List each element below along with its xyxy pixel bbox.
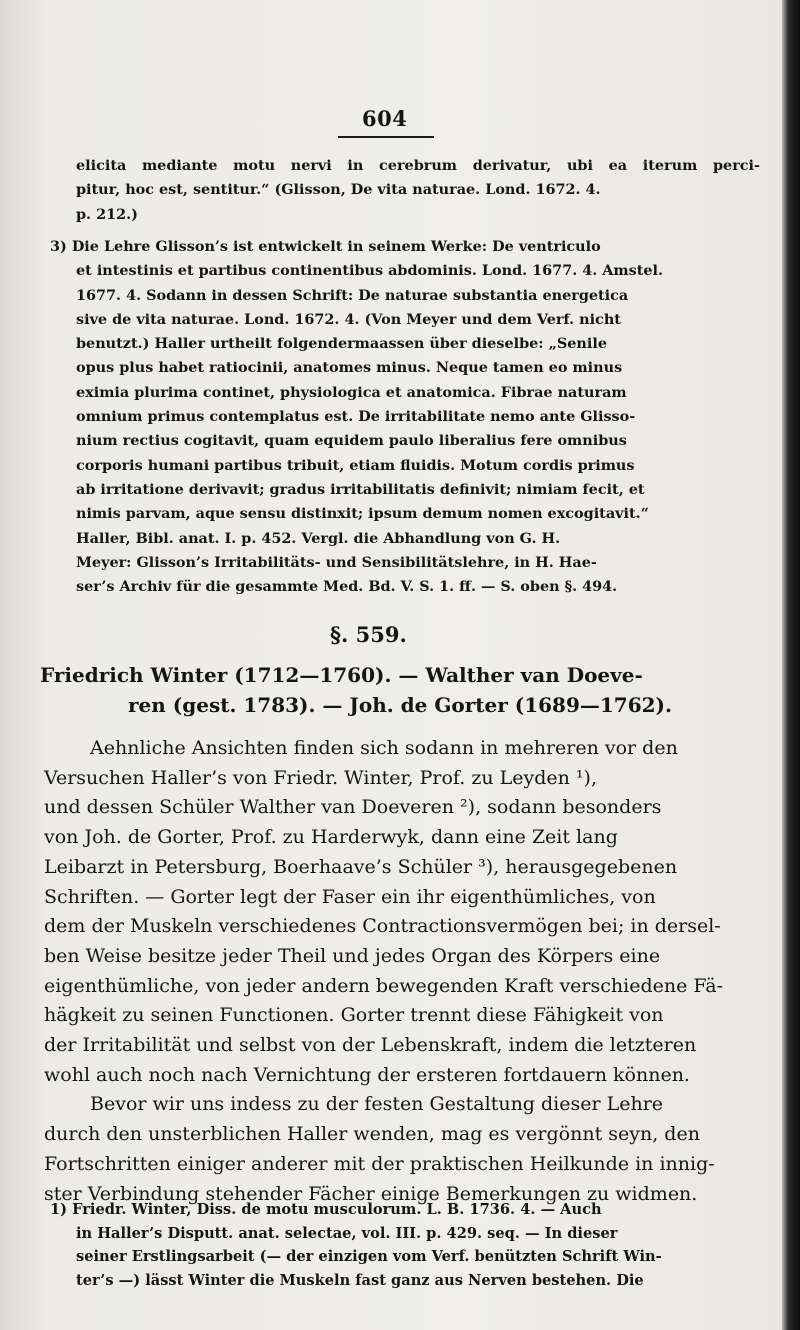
body-line: Schriften. — Gorter legt der Faser ein ihr eigenthümliches, von: [44, 885, 656, 908]
body-line: durch den unsterblichen Haller wenden, mag es vergönnt seyn, den: [44, 1123, 700, 1146]
body-line: Fortschritten einiger anderer mit der praktischen Heilkunde in innig-: [44, 1152, 715, 1175]
note-line: Meyer: Glisson’s Irritabilitäts- und Sensibilitätslehre, in H. Hae-: [76, 553, 597, 571]
note-line: 3) Die Lehre Glisson’s ist entwickelt in seinem Werke: De ventriculo: [50, 238, 601, 255]
body-paragraphs: [44, 734, 768, 1209]
note-line: p. 212.): [76, 205, 138, 223]
body-line: wohl auch noch nach Vernichtung der ersteren fortdauern können.: [44, 1063, 690, 1086]
body-line: Versuchen Haller’s von Friedr. Winter, Prof. zu Leyden ¹),: [44, 766, 598, 789]
note-line: ser’s Archiv für die gesammte Med. Bd. V. S. 1. ff. — S. oben §. 494.: [76, 578, 618, 596]
note-line: omnium primus contemplatus est. De irritabilitate nemo ante Glisso-: [76, 408, 636, 426]
note-line: Haller, Bibl. anat. I. p. 452. Vergl. die Abhandlung von G. H.: [76, 529, 561, 547]
footnote-line: in Haller’s Disputt. anat. selectae, vol. III. p. 429. seq. — In dieser: [76, 1224, 618, 1242]
body-line: von Joh. de Gorter, Prof. zu Harderwyk, dann eine Zeit lang: [44, 826, 618, 849]
body-line: eigenthümliche, von jeder andern bewegenden Kraft verschiedene Fä-: [44, 974, 724, 997]
body-line: ben Weise besitze jeder Theil und jedes Organ des Körpers eine: [44, 944, 661, 967]
page-number: 604: [362, 106, 408, 131]
note-line: elicita mediante motu nervi in cerebrum derivatur, ubi ea iterum perci-: [76, 157, 760, 174]
section-number: §. 559.: [330, 622, 407, 647]
body-line: hägkeit zu seinen Functionen. Gorter trennt diese Fähigkeit von: [44, 1004, 664, 1027]
section-heading-line-2: ren (gest. 1783). — Joh. de Gorter (1689—1762).: [128, 693, 672, 717]
body-line: ster Verbindung stehender Fächer einige Bemerkungen zu widmen.: [44, 1182, 698, 1205]
note-line: pitur, hoc est, sentitur.“ (Glisson, De vita naturae. Lond. 1672. 4.: [76, 181, 601, 199]
page-edge: [782, 0, 800, 1330]
body-line: der Irritabilität und selbst von der Lebenskraft, indem die letzteren: [44, 1034, 697, 1057]
continued-footnote: [50, 154, 760, 227]
note-line: ab irritatione derivavit; gradus irritabilitatis definivit; nimiam fecit, et: [76, 480, 645, 498]
note-line: corporis humani partibus tribuit, etiam fluidis. Motum cordis primus: [76, 456, 635, 474]
note-line: 1677. 4. Sodann in dessen Schrift: De naturae substantia energetica: [76, 286, 629, 304]
footnote-1: [50, 1198, 760, 1292]
body-line: Aehnliche Ansichten finden sich sodann in mehreren vor den: [90, 737, 678, 759]
note-line: opus plus habet ratiocinii, anatomes minus. Neque tamen eo minus: [76, 359, 623, 377]
note-line: benutzt.) Haller urtheilt folgendermaassen über dieselbe: „Senile: [76, 335, 607, 353]
body-line: dem der Muskeln verschiedenes Contractionsvermögen bei; in dersel-: [44, 915, 721, 938]
header-rule: [338, 136, 434, 138]
note-line: et intestinis et partibus continentibus abdominis. Lond. 1677. 4. Amstel.: [76, 262, 664, 280]
note-line: sive de vita naturae. Lond. 1672. 4. (Von Meyer und dem Verf. nicht: [76, 310, 621, 328]
note-line: nium rectius cogitavit, quam equidem paulo liberalius fere omnibus: [76, 432, 627, 450]
footnote-3: [50, 235, 760, 599]
section-heading-line-1: Friedrich Winter (1712—1760). — Walther van Doeve-: [40, 663, 643, 687]
body-line: Bevor wir uns indess zu der festen Gestaltung dieser Lehre: [90, 1093, 664, 1116]
note-line: eximia plurima continet, physiologica et anatomica. Fibrae naturam: [76, 383, 627, 401]
footnote-line: 1) Friedr. Winter, Diss. de motu musculorum. L. B. 1736. 4. — Auch: [50, 1201, 602, 1218]
body-line: Leibarzt in Petersburg, Boerhaave’s Schüler ³), herausgegebenen: [44, 855, 678, 878]
footnote-line: ter’s —) lässt Winter die Muskeln fast ganz aus Nerven bestehen. Die: [76, 1271, 644, 1289]
footnote-line: seiner Erstlingsarbeit (— der einzigen vom Verf. benützten Schrift Win-: [76, 1248, 662, 1265]
note-line: nimis parvam, aque sensu distinxit; ipsum demum nomen excogitavit.“: [76, 505, 649, 523]
body-line: und dessen Schüler Walther van Doeveren ²), sodann besonders: [44, 796, 662, 819]
